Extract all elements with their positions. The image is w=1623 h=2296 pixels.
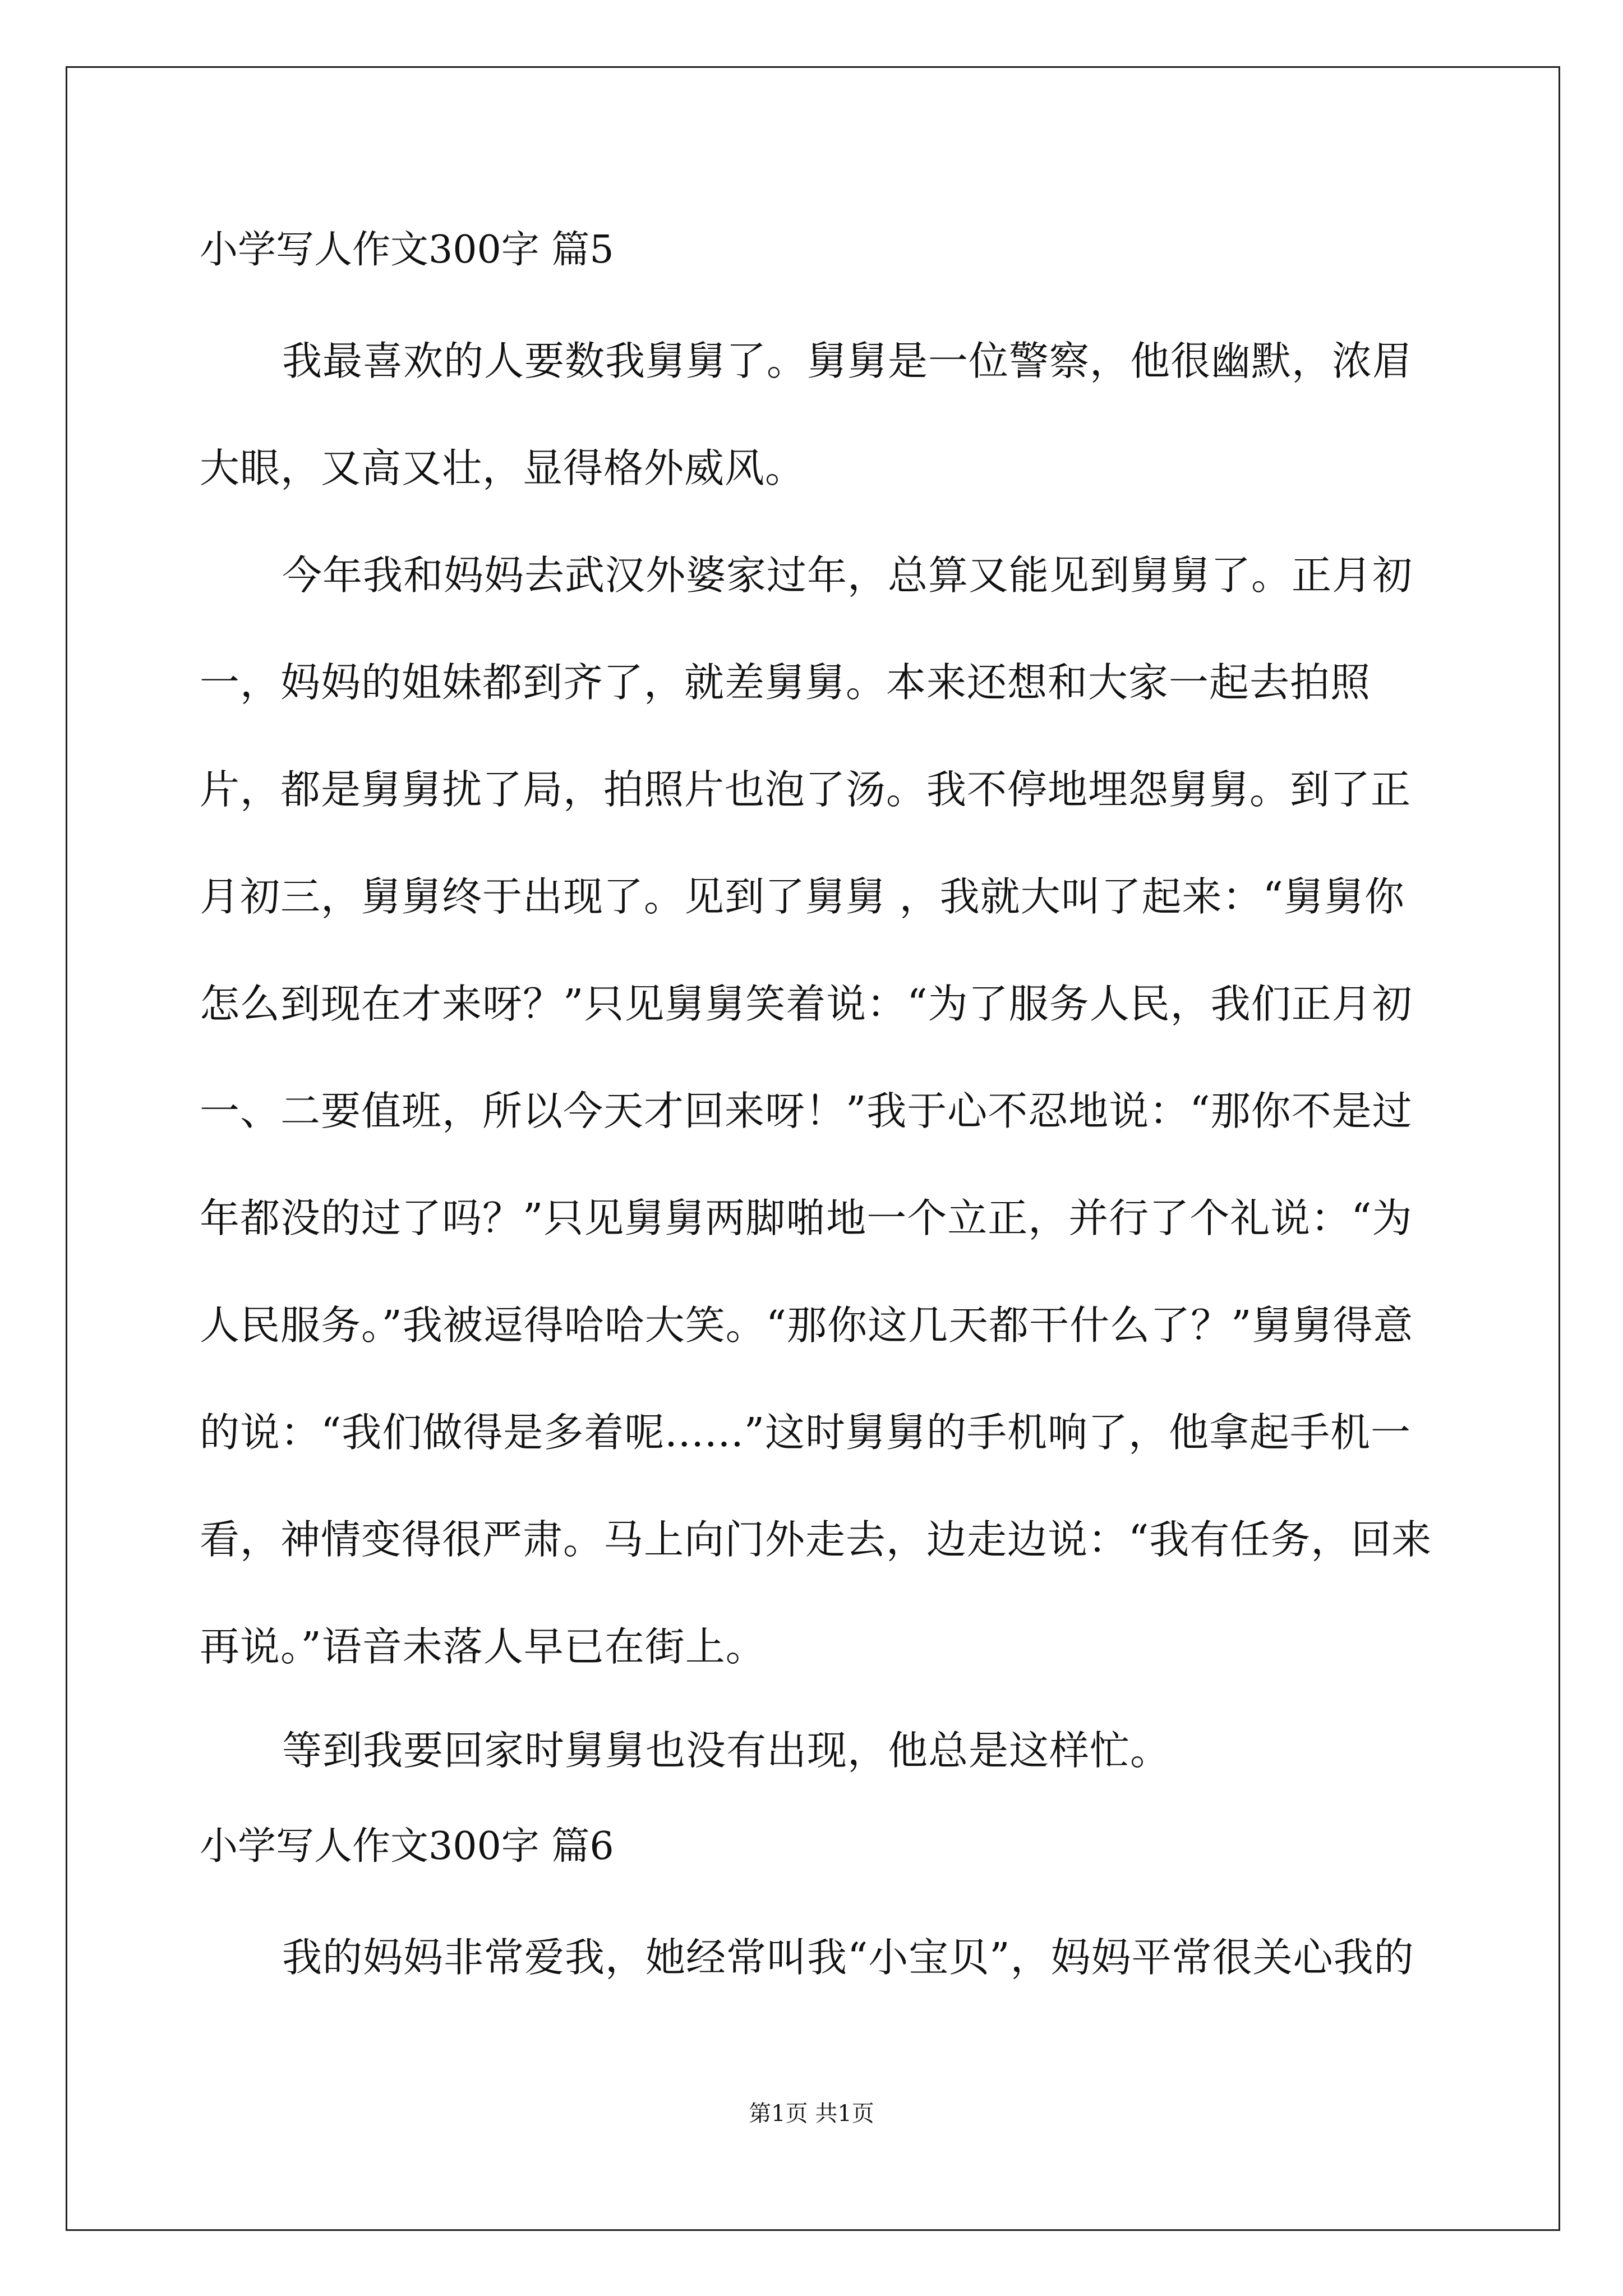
paragraph: 等到我要回家时舅舅也没有出现，他总是这样忙。 [282,1727,1171,1774]
section-heading-5: 小学写人作文300字 篇5 [200,228,614,272]
section-heading-6: 小学写人作文300字 篇6 [200,1824,614,1869]
paragraph: 我的妈妈非常爱我，她经常叫我“小宝贝”，妈妈平常很关心我的 [282,1934,1414,1981]
paragraph: 今年我和妈妈去武汉外婆家过年，总算又能见到舅舅了。正月初一，妈妈的姐妹都到齐了，就差舅舅。本来还想和大家一起去拍照片，都是舅舅扰了局，拍照片也泡了汤。我不停地埋怨舅舅。到了正月初三，舅舅终于出现了。见到了舅舅 ，我就大叫了起来：“舅舅你怎么到现在才来呀？”只见舅舅笑着说：“为了服务人民，我们正月初一、二要值班，所以今天才回来呀！”我于心不忍地说：“那你不是过年都没的过了吗？”只见舅舅两脚啪地一个立正，并行了个礼说：“为人民服务。”我被逗得哈哈大笑。“那你这几天都干什么了？”舅舅得意的说：“我们做得是多着呢......”这时舅舅的手机响了，他拿起手机一看，神情变得很严肃。马上向门外走去，边走边说：“我有任务，回来再说。”语音未落人早已在街上。 [200,552,1432,1670]
paragraph: 我最喜欢的人要数我舅舅了。舅舅是一位警察，他很幽默，浓眉大眼，又高又壮，显得格外威风。 [200,338,1413,491]
page-footer: 第1页 共1页 [749,2101,874,2127]
